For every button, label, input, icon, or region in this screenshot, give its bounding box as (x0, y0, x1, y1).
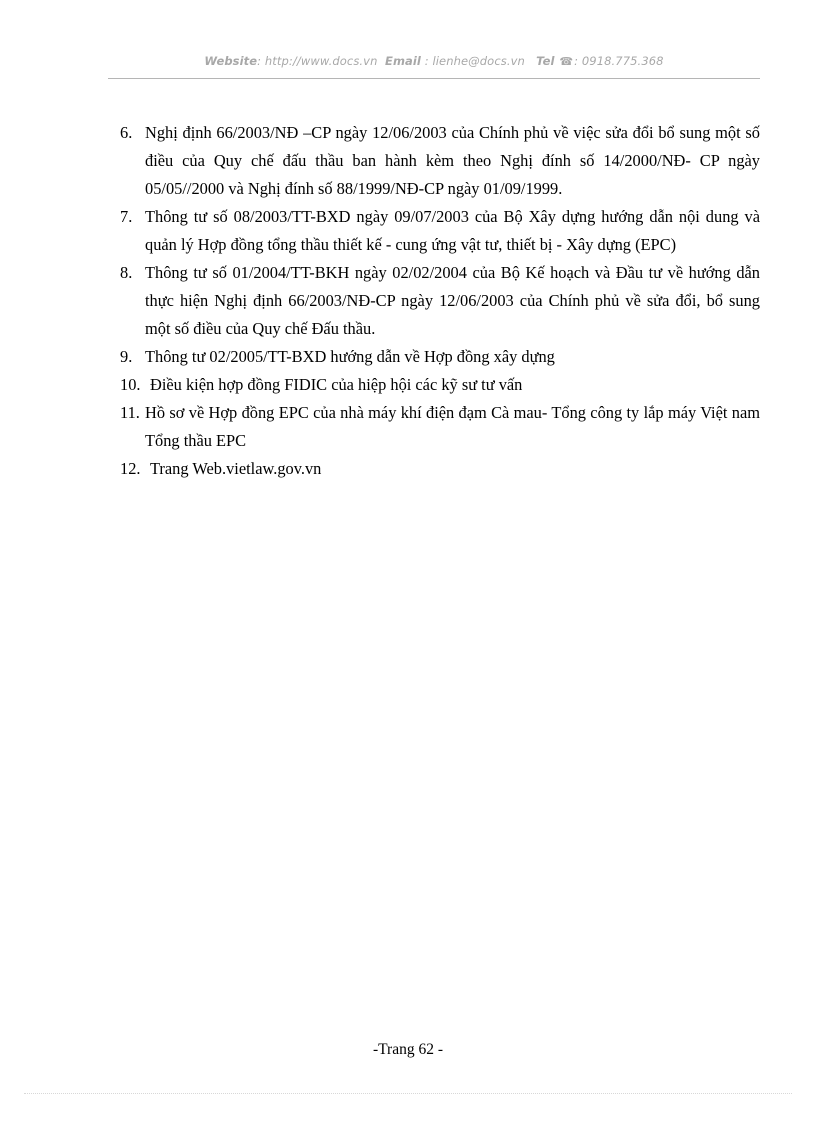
list-item (120, 399, 760, 455)
list-item-number: 8. (120, 263, 133, 282)
list-item-text: Thông tư số 01/2004/TT-BKH ngày 02/02/2004 của Bộ Kế hoạch và Đầu tư về hướng dẫn thực hiện Nghị định 66/2003/NĐ-CP ngày 12/06/2003 của Chính phủ về sửa đổi, bổ sung một số điều của Quy chế Đấu thầu. (145, 263, 760, 338)
list-item (120, 371, 760, 399)
list-item (120, 119, 760, 203)
website-value: : http://www.docs.vn (257, 54, 378, 68)
footer-divider (24, 1093, 792, 1094)
list-item-text: Hồ sơ về Hợp đồng EPC của nhà máy khí điện đạm Cà mau- Tổng công ty lắp máy Việt nam Tổng thầu EPC (145, 403, 760, 450)
header-divider (108, 78, 760, 79)
website-label: Website (204, 54, 258, 68)
list-item-number: 10. (120, 375, 141, 394)
list-item-number: 7. (120, 207, 133, 226)
list-item-number: 11. (120, 403, 140, 422)
list-item-text: Điều kiện hợp đồng FIDIC của hiệp hội các kỹ sư tư vấn (150, 375, 523, 394)
list-item-text: Thông tư 02/2005/TT-BXD hướng dẫn về Hợp đồng xây dựng (145, 347, 555, 366)
list-item (120, 259, 760, 343)
list-item-number: 9. (120, 347, 133, 366)
page-number: -Trang 62 - (372, 1041, 444, 1058)
reference-list (120, 119, 760, 483)
page-header (108, 54, 760, 68)
list-item-text: Thông tư số 08/2003/TT-BXD ngày 09/07/2003 của Bộ Xây dựng hướng dẫn nội dung và quản lý Hợp đồng tổng thầu thiết kế - cung ứng vật tư, thiết bị - Xây dựng (EPC) (145, 207, 760, 254)
list-item-text: Nghị định 66/2003/NĐ –CP ngày 12/06/2003 của Chính phủ về việc sửa đổi bổ sung một số điều của Quy chế đấu thầu ban hành kèm theo Nghị đính số 14/2000/NĐ- CP ngày 05/05//2000 và Nghị đính số 88/1999/NĐ-CP ngày 01/09/1999. (145, 123, 760, 198)
list-item (120, 455, 760, 483)
phone-icon: ☎ (559, 55, 574, 68)
list-item-number: 12. (120, 459, 141, 478)
list-item (120, 203, 760, 259)
list-item (120, 343, 760, 371)
email-value: : lienhe@docs.vn (424, 54, 525, 68)
tel-label: Tel (536, 54, 555, 68)
email-label: Email (384, 54, 421, 68)
list-item-text: Trang Web.vietlaw.gov.vn (150, 459, 322, 478)
tel-value: : 0918.775.368 (574, 54, 664, 68)
list-item-number: 6. (120, 123, 133, 142)
